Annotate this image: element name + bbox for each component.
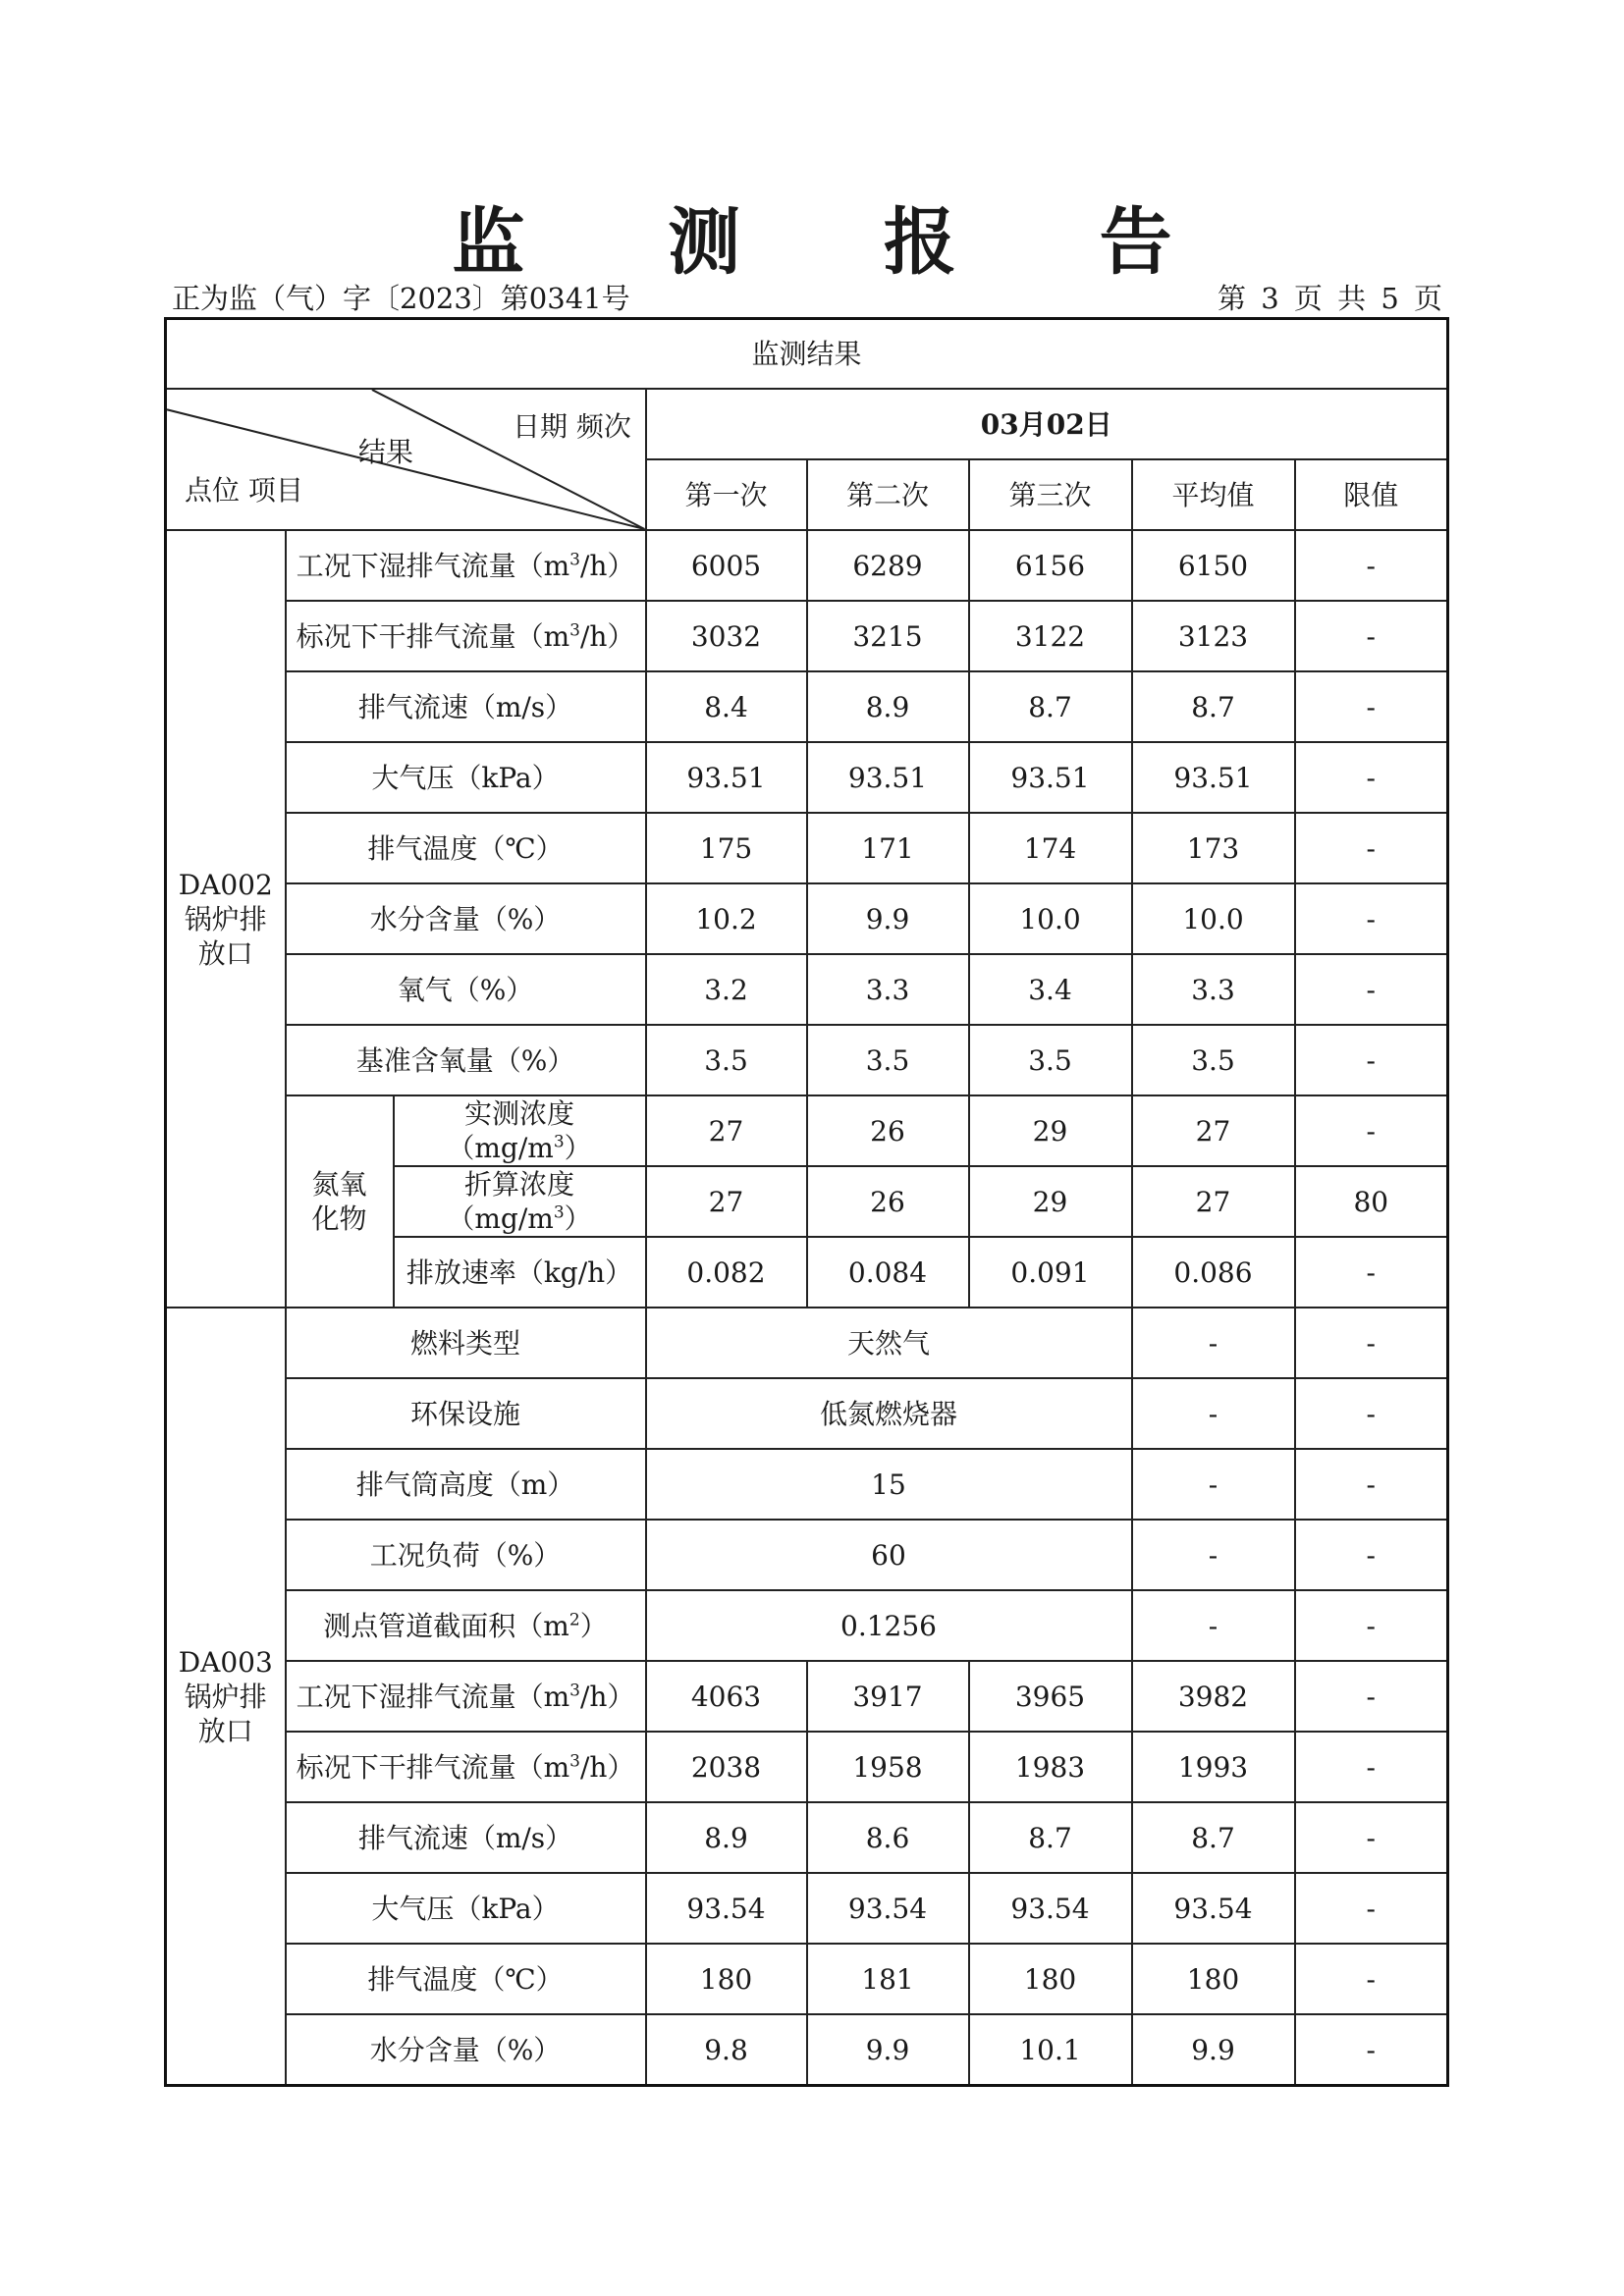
table-row: [166, 671, 1448, 742]
value-cell: 9.8: [646, 2014, 807, 2086]
item-label: [286, 1732, 646, 1802]
value-cell: 3.2: [646, 954, 807, 1025]
value-cell: -: [1132, 1449, 1295, 1520]
value-cell: -: [1295, 954, 1448, 1025]
value-cell: 10.0: [969, 883, 1132, 954]
merged-value-cell: 天然气: [646, 1308, 1132, 1378]
table-title-row: [166, 319, 1448, 390]
value-cell: 180: [646, 1944, 807, 2014]
value-cell: 8.4: [646, 671, 807, 742]
value-cell: 6156: [969, 530, 1132, 601]
value-cell: -: [1295, 1025, 1448, 1095]
item-text-tail: /h）: [579, 1680, 635, 1713]
value-cell: 180: [969, 1944, 1132, 2014]
column-header: 平均值: [1132, 459, 1295, 530]
table-title: 监测结果: [166, 319, 1448, 390]
value-cell: 3982: [1132, 1661, 1295, 1732]
column-header: 限值: [1295, 459, 1448, 530]
merged-value-cell: 15: [646, 1449, 1132, 1520]
item-superscript: 3: [569, 550, 580, 570]
report-title: 监 测 报 告: [452, 200, 1231, 285]
value-cell: 3032: [646, 601, 807, 671]
table-row: [166, 954, 1448, 1025]
value-cell: -: [1295, 1237, 1448, 1308]
item-text: 测点管道截面积（m: [323, 1609, 569, 1642]
value-cell: 27: [1132, 1095, 1295, 1166]
value-cell: 93.51: [1132, 742, 1295, 813]
value-cell: -: [1295, 601, 1448, 671]
value-cell: 26: [807, 1095, 969, 1166]
item-label: 大气压（kPa）: [286, 1873, 646, 1944]
value-cell: 9.9: [807, 883, 969, 954]
value-cell: 93.54: [1132, 1873, 1295, 1944]
value-cell: 3.3: [1132, 954, 1295, 1025]
column-header: 第一次: [646, 459, 807, 530]
value-cell: 10.0: [1132, 883, 1295, 954]
item-label: [286, 1661, 646, 1732]
item-text: 实测浓度（mg/m: [447, 1097, 574, 1164]
table-row: [166, 1025, 1448, 1095]
item-text: 标况下干排气流量（m: [296, 1750, 570, 1784]
table-row: [166, 1732, 1448, 1802]
item-superscript: 3: [553, 1202, 565, 1223]
item-label: [394, 1166, 646, 1237]
value-cell: 3917: [807, 1661, 969, 1732]
table-row: [166, 883, 1448, 954]
table-row: [166, 813, 1448, 883]
item-label: 排气温度（℃）: [286, 1944, 646, 2014]
date-header: 03月02日: [646, 389, 1448, 459]
item-text: 标况下干排气流量（m: [296, 619, 570, 653]
value-cell: 0.084: [807, 1237, 969, 1308]
value-cell: 80: [1295, 1166, 1448, 1237]
item-label: 水分含量（%）: [286, 2014, 646, 2086]
table-row: [166, 1095, 1448, 1166]
value-cell: 0.091: [969, 1237, 1132, 1308]
value-cell: 9.9: [807, 2014, 969, 2086]
value-cell: -: [1295, 671, 1448, 742]
header-site-item: 点位 项目: [185, 474, 303, 507]
value-cell: 27: [646, 1095, 807, 1166]
value-cell: -: [1295, 1802, 1448, 1873]
group-label: 氮氧 化物: [286, 1095, 394, 1308]
value-cell: -: [1295, 1520, 1448, 1590]
value-cell: -: [1295, 530, 1448, 601]
value-cell: 8.7: [969, 1802, 1132, 1873]
table-row: [166, 1308, 1448, 1378]
value-cell: -: [1295, 1308, 1448, 1378]
value-cell: 171: [807, 813, 969, 883]
value-cell: 93.54: [646, 1873, 807, 1944]
value-cell: -: [1132, 1308, 1295, 1378]
item-text: 工况下湿排气流量（m: [296, 1680, 570, 1713]
value-cell: 3.5: [969, 1025, 1132, 1095]
column-header: 第三次: [969, 459, 1132, 530]
value-cell: 29: [969, 1166, 1132, 1237]
value-cell: 0.086: [1132, 1237, 1295, 1308]
value-cell: 3.4: [969, 954, 1132, 1025]
merged-value-cell: 60: [646, 1520, 1132, 1590]
item-label: 环保设施: [286, 1378, 646, 1449]
item-text-tail: /h）: [579, 549, 635, 582]
value-cell: 3.5: [646, 1025, 807, 1095]
value-cell: 6005: [646, 530, 807, 601]
value-cell: 3123: [1132, 601, 1295, 671]
table-row: [166, 1661, 1448, 1732]
value-cell: 29: [969, 1095, 1132, 1166]
value-cell: 93.54: [807, 1873, 969, 1944]
item-label: 燃料类型: [286, 1308, 646, 1378]
table-row: [166, 2014, 1448, 2086]
item-label: 排气筒高度（m）: [286, 1449, 646, 1520]
item-label: 水分含量（%）: [286, 883, 646, 954]
value-cell: 3.3: [807, 954, 969, 1025]
item-text-tail: ）: [564, 1132, 592, 1164]
item-label: 排气流速（m/s）: [286, 671, 646, 742]
value-cell: -: [1295, 1449, 1448, 1520]
item-text-tail: ）: [579, 1609, 608, 1642]
item-text-tail: /h）: [579, 619, 635, 653]
value-cell: 174: [969, 813, 1132, 883]
value-cell: -: [1295, 2014, 1448, 2086]
value-cell: 3.5: [1132, 1025, 1295, 1095]
table-row: [166, 742, 1448, 813]
table-row: [166, 1873, 1448, 1944]
item-label: 工况负荷（%）: [286, 1520, 646, 1590]
item-text: 工况下湿排气流量（m: [296, 549, 570, 582]
value-cell: -: [1295, 813, 1448, 883]
item-label: [394, 1095, 646, 1166]
item-superscript: 3: [569, 1751, 580, 1772]
value-cell: 93.51: [646, 742, 807, 813]
item-label: 排气流速（m/s）: [286, 1802, 646, 1873]
column-header: 第二次: [807, 459, 969, 530]
item-label: [286, 530, 646, 601]
header-result: 结果: [358, 436, 414, 468]
item-superscript: 3: [569, 620, 580, 641]
value-cell: 27: [1132, 1166, 1295, 1237]
item-label: 排气温度（℃）: [286, 813, 646, 883]
merged-value-cell: 低氮燃烧器: [646, 1378, 1132, 1449]
header-date-frequency: 日期 频次: [513, 410, 631, 443]
value-cell: 1983: [969, 1732, 1132, 1802]
header-row: [166, 389, 1448, 459]
value-cell: -: [1295, 1732, 1448, 1802]
value-cell: 1958: [807, 1732, 969, 1802]
value-cell: 3215: [807, 601, 969, 671]
value-cell: 175: [646, 813, 807, 883]
value-cell: 2038: [646, 1732, 807, 1802]
table-row: [166, 1802, 1448, 1873]
value-cell: -: [1295, 1590, 1448, 1661]
value-cell: 180: [1132, 1944, 1295, 2014]
value-cell: 8.7: [1132, 671, 1295, 742]
diagonal-header: [166, 389, 646, 530]
item-superscript: 2: [568, 1610, 580, 1630]
value-cell: 4063: [646, 1661, 807, 1732]
item-text-tail: /h）: [579, 1750, 635, 1784]
item-superscript: 3: [569, 1681, 580, 1701]
value-cell: 93.51: [969, 742, 1132, 813]
value-cell: 3.5: [807, 1025, 969, 1095]
value-cell: 8.9: [807, 671, 969, 742]
value-cell: 8.7: [1132, 1802, 1295, 1873]
value-cell: 1993: [1132, 1732, 1295, 1802]
table-row: [166, 601, 1448, 671]
item-label: 氧气（%）: [286, 954, 646, 1025]
value-cell: -: [1295, 742, 1448, 813]
value-cell: 3965: [969, 1661, 1132, 1732]
site-label: DA003 锅炉排 放口: [166, 1308, 286, 2086]
page-indicator: 第 3 页 共 5 页: [1218, 282, 1442, 315]
value-cell: 9.9: [1132, 2014, 1295, 2086]
value-cell: 10.1: [969, 2014, 1132, 2086]
value-cell: -: [1132, 1378, 1295, 1449]
value-cell: -: [1295, 1873, 1448, 1944]
value-cell: -: [1295, 1378, 1448, 1449]
value-cell: 0.082: [646, 1237, 807, 1308]
value-cell: -: [1295, 1095, 1448, 1166]
value-cell: 93.51: [807, 742, 969, 813]
monitoring-results-table: [164, 317, 1449, 2087]
item-label: [286, 601, 646, 671]
value-cell: -: [1295, 1661, 1448, 1732]
value-cell: -: [1132, 1590, 1295, 1661]
value-cell: 8.7: [969, 671, 1132, 742]
item-label: [286, 1590, 646, 1661]
item-superscript: 3: [553, 1132, 565, 1152]
item-text: 折算浓度（mg/m: [447, 1168, 574, 1235]
value-cell: 8.6: [807, 1802, 969, 1873]
table-row: [166, 1944, 1448, 2014]
site-label: DA002 锅炉排 放口: [166, 530, 286, 1308]
table-row: [166, 1520, 1448, 1590]
value-cell: -: [1295, 883, 1448, 954]
value-cell: 93.54: [969, 1873, 1132, 1944]
value-cell: 3122: [969, 601, 1132, 671]
value-cell: 181: [807, 1944, 969, 2014]
table-row: [166, 1378, 1448, 1449]
table-row: [166, 530, 1448, 601]
value-cell: 173: [1132, 813, 1295, 883]
item-label: 大气压（kPa）: [286, 742, 646, 813]
value-cell: 27: [646, 1166, 807, 1237]
item-label: 排放速率（kg/h）: [394, 1237, 646, 1308]
table-row: [166, 1590, 1448, 1661]
item-label: 基准含氧量（%）: [286, 1025, 646, 1095]
value-cell: 26: [807, 1166, 969, 1237]
merged-value-cell: 0.1256: [646, 1590, 1132, 1661]
value-cell: 10.2: [646, 883, 807, 954]
report-number: 正为监（气）字〔2023〕第0341号: [172, 282, 630, 315]
table-row: [166, 1449, 1448, 1520]
value-cell: 8.9: [646, 1802, 807, 1873]
value-cell: -: [1132, 1520, 1295, 1590]
item-text-tail: ）: [564, 1202, 592, 1235]
value-cell: -: [1295, 1944, 1448, 2014]
value-cell: 6289: [807, 530, 969, 601]
value-cell: 6150: [1132, 530, 1295, 601]
